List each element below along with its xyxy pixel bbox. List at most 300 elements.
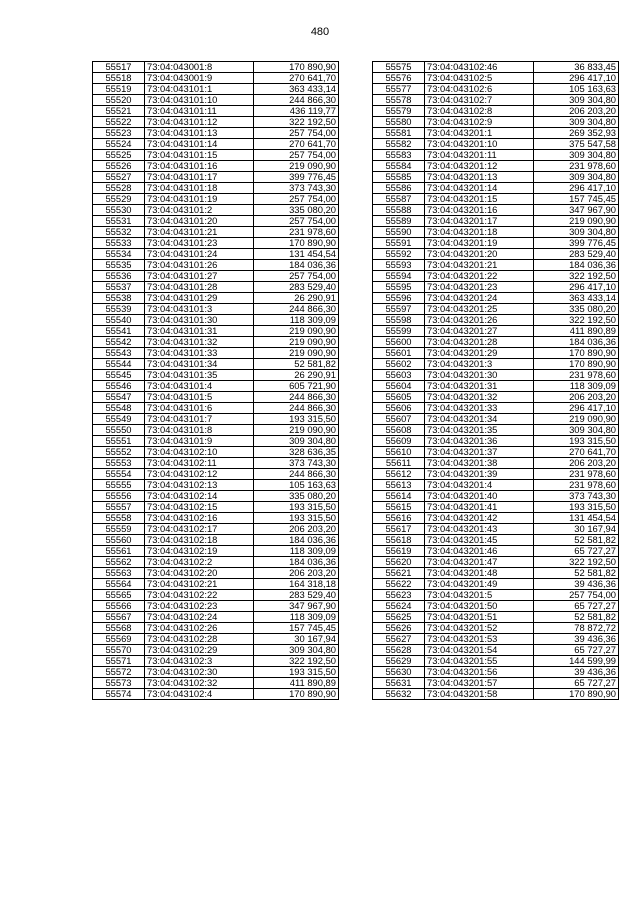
value-cell: 257 754,00 — [534, 590, 619, 601]
cadastral-number-cell: 73:04:043201:21 — [425, 260, 534, 271]
row-number-cell: 55569 — [93, 634, 145, 645]
cadastral-number-cell: 73:04:043102:15 — [145, 502, 254, 513]
table-row — [93, 227, 339, 238]
cadastral-number-cell: 73:04:043101:28 — [145, 282, 254, 293]
row-number-cell: 55570 — [93, 645, 145, 656]
row-number-cell: 55582 — [373, 139, 425, 150]
cadastral-number-cell: 73:04:043102:16 — [145, 513, 254, 524]
value-cell: 193 315,50 — [254, 414, 339, 425]
row-number-cell: 55618 — [373, 535, 425, 546]
row-number-cell: 55597 — [373, 304, 425, 315]
table-row — [93, 524, 339, 535]
row-number-cell: 55571 — [93, 656, 145, 667]
table-row — [373, 73, 619, 84]
value-cell: 206 203,20 — [534, 106, 619, 117]
value-cell: 65 727,27 — [534, 601, 619, 612]
cadastral-number-cell: 73:04:043201:39 — [425, 469, 534, 480]
row-number-cell: 55596 — [373, 293, 425, 304]
row-number-cell: 55629 — [373, 656, 425, 667]
table-row — [93, 117, 339, 128]
cadastral-number-cell: 73:04:043201:48 — [425, 568, 534, 579]
table-row — [93, 634, 339, 645]
table-row — [373, 469, 619, 480]
value-cell: 219 090,90 — [534, 216, 619, 227]
table-row — [93, 84, 339, 95]
cadastral-number-cell: 73:04:043201:12 — [425, 161, 534, 172]
table-row — [93, 183, 339, 194]
value-cell: 605 721,90 — [254, 381, 339, 392]
row-number-cell: 55562 — [93, 557, 145, 568]
value-cell: 206 203,20 — [254, 568, 339, 579]
cadastral-number-cell: 73:04:043101:2 — [145, 205, 254, 216]
table-row — [93, 480, 339, 491]
value-cell: 39 436,36 — [534, 579, 619, 590]
row-number-cell: 55591 — [373, 238, 425, 249]
value-cell: 244 866,30 — [254, 95, 339, 106]
table-row — [93, 260, 339, 271]
row-number-cell: 55564 — [93, 579, 145, 590]
value-cell: 399 776,45 — [254, 172, 339, 183]
value-cell: 131 454,54 — [254, 249, 339, 260]
table-row — [373, 414, 619, 425]
cadastral-number-cell: 73:04:043101:20 — [145, 216, 254, 227]
value-cell: 309 304,80 — [534, 172, 619, 183]
row-number-cell: 55543 — [93, 348, 145, 359]
row-number-cell: 55539 — [93, 304, 145, 315]
row-number-cell: 55587 — [373, 194, 425, 205]
value-cell: 373 743,30 — [254, 183, 339, 194]
cadastral-number-cell: 73:04:043101:19 — [145, 194, 254, 205]
row-number-cell: 55602 — [373, 359, 425, 370]
cadastral-number-cell: 73:04:043201:19 — [425, 238, 534, 249]
row-number-cell: 55589 — [373, 216, 425, 227]
value-cell: 283 529,40 — [534, 249, 619, 260]
row-number-cell: 55588 — [373, 205, 425, 216]
value-cell: 52 581,82 — [534, 535, 619, 546]
table-row — [373, 425, 619, 436]
row-number-cell: 55600 — [373, 337, 425, 348]
row-number-cell: 55554 — [93, 469, 145, 480]
table-row — [373, 139, 619, 150]
row-number-cell: 55604 — [373, 381, 425, 392]
table-row — [373, 348, 619, 359]
row-number-cell: 55592 — [373, 249, 425, 260]
table-row — [373, 513, 619, 524]
value-cell: 335 080,20 — [254, 491, 339, 502]
cadastral-number-cell: 73:04:043102:8 — [425, 106, 534, 117]
value-cell: 322 192,50 — [534, 271, 619, 282]
row-number-cell: 55532 — [93, 227, 145, 238]
value-cell: 206 203,20 — [534, 392, 619, 403]
value-cell: 257 754,00 — [254, 150, 339, 161]
table-row — [93, 645, 339, 656]
table-row — [93, 150, 339, 161]
row-number-cell: 55527 — [93, 172, 145, 183]
cadastral-number-cell: 73:04:043101:6 — [145, 403, 254, 414]
cadastral-number-cell: 73:04:043101:18 — [145, 183, 254, 194]
value-cell: 26 290,91 — [254, 293, 339, 304]
row-number-cell: 55519 — [93, 84, 145, 95]
table-row — [373, 260, 619, 271]
table-row — [93, 656, 339, 667]
row-number-cell: 55568 — [93, 623, 145, 634]
value-cell: 39 436,36 — [534, 634, 619, 645]
row-number-cell: 55586 — [373, 183, 425, 194]
value-cell: 30 167,94 — [534, 524, 619, 535]
value-cell: 65 727,27 — [534, 645, 619, 656]
value-cell: 157 745,45 — [254, 623, 339, 634]
table-row — [93, 458, 339, 469]
row-number-cell: 55585 — [373, 172, 425, 183]
row-number-cell: 55550 — [93, 425, 145, 436]
cadastral-number-cell: 73:04:043101:32 — [145, 337, 254, 348]
table-row — [93, 414, 339, 425]
row-number-cell: 55614 — [373, 491, 425, 502]
page-number: 480 — [310, 26, 330, 38]
right-register-table — [372, 61, 619, 700]
value-cell: 257 754,00 — [254, 128, 339, 139]
value-cell: 309 304,80 — [254, 645, 339, 656]
value-cell: 164 318,18 — [254, 579, 339, 590]
row-number-cell: 55593 — [373, 260, 425, 271]
row-number-cell: 55628 — [373, 645, 425, 656]
cadastral-number-cell: 73:04:043101:17 — [145, 172, 254, 183]
table-row — [93, 502, 339, 513]
table-row — [373, 436, 619, 447]
row-number-cell: 55620 — [373, 557, 425, 568]
value-cell: 231 978,60 — [534, 469, 619, 480]
value-cell: 193 315,50 — [254, 513, 339, 524]
table-row — [373, 282, 619, 293]
row-number-cell: 55555 — [93, 480, 145, 491]
value-cell: 184 036,36 — [254, 557, 339, 568]
cadastral-number-cell: 73:04:043102:28 — [145, 634, 254, 645]
cadastral-number-cell: 73:04:043101:31 — [145, 326, 254, 337]
row-number-cell: 55615 — [373, 502, 425, 513]
value-cell: 244 866,30 — [254, 304, 339, 315]
table-row — [373, 623, 619, 634]
table-row — [373, 458, 619, 469]
cadastral-number-cell: 73:04:043001:8 — [145, 62, 254, 73]
cadastral-number-cell: 73:04:043102:14 — [145, 491, 254, 502]
row-number-cell: 55623 — [373, 590, 425, 601]
table-row — [373, 216, 619, 227]
table-row — [373, 535, 619, 546]
row-number-cell: 55584 — [373, 161, 425, 172]
row-number-cell: 55548 — [93, 403, 145, 414]
table-row — [93, 667, 339, 678]
cadastral-number-cell: 73:04:043201:35 — [425, 425, 534, 436]
cadastral-number-cell: 73:04:043201:23 — [425, 282, 534, 293]
value-cell: 257 754,00 — [254, 271, 339, 282]
cadastral-number-cell: 73:04:043201:58 — [425, 689, 534, 700]
row-number-cell: 55580 — [373, 117, 425, 128]
cadastral-number-cell: 73:04:043102:22 — [145, 590, 254, 601]
table-row — [93, 326, 339, 337]
table-row — [93, 128, 339, 139]
value-cell: 184 036,36 — [534, 260, 619, 271]
row-number-cell: 55594 — [373, 271, 425, 282]
cadastral-number-cell: 73:04:043101:8 — [145, 425, 254, 436]
cadastral-number-cell: 73:04:043201:41 — [425, 502, 534, 513]
value-cell: 231 978,60 — [534, 480, 619, 491]
cadastral-number-cell: 73:04:043201:56 — [425, 667, 534, 678]
cadastral-number-cell: 73:04:043101:35 — [145, 370, 254, 381]
table-row — [93, 95, 339, 106]
table-row — [373, 128, 619, 139]
row-number-cell: 55536 — [93, 271, 145, 282]
table-row — [373, 62, 619, 73]
value-cell: 157 745,45 — [534, 194, 619, 205]
cadastral-number-cell: 73:04:043201:20 — [425, 249, 534, 260]
row-number-cell: 55630 — [373, 667, 425, 678]
row-number-cell: 55552 — [93, 447, 145, 458]
table-row — [93, 546, 339, 557]
cadastral-number-cell: 73:04:043201:33 — [425, 403, 534, 414]
table-row — [93, 205, 339, 216]
cadastral-number-cell: 73:04:043201:49 — [425, 579, 534, 590]
cadastral-number-cell: 73:04:043201:40 — [425, 491, 534, 502]
value-cell: 52 581,82 — [534, 568, 619, 579]
cadastral-number-cell: 73:04:043001:9 — [145, 73, 254, 84]
value-cell: 193 315,50 — [254, 667, 339, 678]
row-number-cell: 55574 — [93, 689, 145, 700]
row-number-cell: 55517 — [93, 62, 145, 73]
row-number-cell: 55567 — [93, 612, 145, 623]
cadastral-number-cell: 73:04:043201:37 — [425, 447, 534, 458]
table-row — [93, 293, 339, 304]
value-cell: 170 890,90 — [534, 348, 619, 359]
table-row — [93, 623, 339, 634]
cadastral-number-cell: 73:04:043201:55 — [425, 656, 534, 667]
cadastral-number-cell: 73:04:043101:10 — [145, 95, 254, 106]
cadastral-number-cell: 73:04:043102:10 — [145, 447, 254, 458]
row-number-cell: 55560 — [93, 535, 145, 546]
value-cell: 257 754,00 — [254, 194, 339, 205]
row-number-cell: 55520 — [93, 95, 145, 106]
row-number-cell: 55608 — [373, 425, 425, 436]
cadastral-number-cell: 73:04:043201:22 — [425, 271, 534, 282]
table-row — [373, 557, 619, 568]
value-cell: 219 090,90 — [254, 348, 339, 359]
cadastral-number-cell: 73:04:043201:24 — [425, 293, 534, 304]
cadastral-number-cell: 73:04:043101:11 — [145, 106, 254, 117]
value-cell: 347 967,90 — [254, 601, 339, 612]
row-number-cell: 55558 — [93, 513, 145, 524]
value-cell: 322 192,50 — [254, 656, 339, 667]
table-row — [93, 139, 339, 150]
table-row — [373, 95, 619, 106]
table-row — [373, 326, 619, 337]
cadastral-number-cell: 73:04:043102:18 — [145, 535, 254, 546]
table-row — [93, 370, 339, 381]
table-row — [93, 381, 339, 392]
value-cell: 283 529,40 — [254, 282, 339, 293]
table-row — [373, 150, 619, 161]
row-number-cell: 55579 — [373, 106, 425, 117]
cadastral-number-cell: 73:04:043102:6 — [425, 84, 534, 95]
value-cell: 244 866,30 — [254, 403, 339, 414]
table-row — [373, 447, 619, 458]
cadastral-number-cell: 73:04:043101:26 — [145, 260, 254, 271]
row-number-cell: 55526 — [93, 161, 145, 172]
table-row — [373, 84, 619, 95]
table-row — [373, 689, 619, 700]
cadastral-number-cell: 73:04:043102:17 — [145, 524, 254, 535]
table-row — [373, 656, 619, 667]
value-cell: 30 167,94 — [254, 634, 339, 645]
value-cell: 170 890,90 — [254, 689, 339, 700]
cadastral-number-cell: 73:04:043101:14 — [145, 139, 254, 150]
table-row — [93, 282, 339, 293]
cadastral-number-cell: 73:04:043102:29 — [145, 645, 254, 656]
table-row — [93, 568, 339, 579]
value-cell: 65 727,27 — [534, 546, 619, 557]
table-row — [93, 106, 339, 117]
cadastral-number-cell: 73:04:043201:34 — [425, 414, 534, 425]
row-number-cell: 55530 — [93, 205, 145, 216]
table-row — [373, 183, 619, 194]
cadastral-number-cell: 73:04:043102:24 — [145, 612, 254, 623]
value-cell: 219 090,90 — [254, 425, 339, 436]
table-row — [373, 634, 619, 645]
table-row — [373, 161, 619, 172]
cadastral-number-cell: 73:04:043101:24 — [145, 249, 254, 260]
cadastral-number-cell: 73:04:043102:2 — [145, 557, 254, 568]
cadastral-number-cell: 73:04:043201:5 — [425, 590, 534, 601]
row-number-cell: 55544 — [93, 359, 145, 370]
table-row — [93, 590, 339, 601]
table-row — [373, 194, 619, 205]
table-row — [93, 513, 339, 524]
cadastral-number-cell: 73:04:043102:9 — [425, 117, 534, 128]
table-row — [373, 271, 619, 282]
right-table-body — [373, 62, 619, 700]
table-row — [93, 62, 339, 73]
table-row — [93, 359, 339, 370]
table-row — [93, 469, 339, 480]
value-cell: 269 352,93 — [534, 128, 619, 139]
table-row — [373, 359, 619, 370]
table-row — [373, 293, 619, 304]
value-cell: 219 090,90 — [254, 326, 339, 337]
row-number-cell: 55549 — [93, 414, 145, 425]
row-number-cell: 55537 — [93, 282, 145, 293]
row-number-cell: 55541 — [93, 326, 145, 337]
value-cell: 193 315,50 — [534, 436, 619, 447]
table-row — [93, 161, 339, 172]
row-number-cell: 55521 — [93, 106, 145, 117]
value-cell: 170 890,90 — [534, 359, 619, 370]
table-row — [93, 392, 339, 403]
cadastral-number-cell: 73:04:043201:16 — [425, 205, 534, 216]
row-number-cell: 55553 — [93, 458, 145, 469]
table-row — [373, 205, 619, 216]
row-number-cell: 55533 — [93, 238, 145, 249]
table-row — [93, 535, 339, 546]
cadastral-number-cell: 73:04:043101:5 — [145, 392, 254, 403]
row-number-cell: 55609 — [373, 436, 425, 447]
row-number-cell: 55610 — [373, 447, 425, 458]
table-row — [373, 249, 619, 260]
row-number-cell: 55572 — [93, 667, 145, 678]
cadastral-number-cell: 73:04:043101:15 — [145, 150, 254, 161]
value-cell: 335 080,20 — [534, 304, 619, 315]
cadastral-number-cell: 73:04:043102:3 — [145, 656, 254, 667]
value-cell: 309 304,80 — [254, 436, 339, 447]
row-number-cell: 55612 — [373, 469, 425, 480]
cadastral-number-cell: 73:04:043201:57 — [425, 678, 534, 689]
value-cell: 39 436,36 — [534, 667, 619, 678]
cadastral-number-cell: 73:04:043201:30 — [425, 370, 534, 381]
cadastral-number-cell: 73:04:043101:33 — [145, 348, 254, 359]
cadastral-number-cell: 73:04:043201:3 — [425, 359, 534, 370]
row-number-cell: 55619 — [373, 546, 425, 557]
row-number-cell: 55626 — [373, 623, 425, 634]
table-row — [373, 381, 619, 392]
row-number-cell: 55557 — [93, 502, 145, 513]
table-row — [93, 601, 339, 612]
value-cell: 270 641,70 — [254, 139, 339, 150]
cadastral-number-cell: 73:04:043101:30 — [145, 315, 254, 326]
value-cell: 373 743,30 — [534, 491, 619, 502]
row-number-cell: 55611 — [373, 458, 425, 469]
row-number-cell: 55595 — [373, 282, 425, 293]
value-cell: 231 978,60 — [254, 227, 339, 238]
value-cell: 322 192,50 — [534, 557, 619, 568]
cadastral-number-cell: 73:04:043201:45 — [425, 535, 534, 546]
row-number-cell: 55601 — [373, 348, 425, 359]
value-cell: 36 833,45 — [534, 62, 619, 73]
row-number-cell: 55617 — [373, 524, 425, 535]
value-cell: 105 163,63 — [254, 480, 339, 491]
value-cell: 219 090,90 — [254, 337, 339, 348]
row-number-cell: 55523 — [93, 128, 145, 139]
table-row — [373, 403, 619, 414]
cadastral-number-cell: 73:04:043101:12 — [145, 117, 254, 128]
row-number-cell: 55551 — [93, 436, 145, 447]
row-number-cell: 55581 — [373, 128, 425, 139]
row-number-cell: 55599 — [373, 326, 425, 337]
row-number-cell: 55603 — [373, 370, 425, 381]
cadastral-number-cell: 73:04:043201:27 — [425, 326, 534, 337]
cadastral-number-cell: 73:04:043201:18 — [425, 227, 534, 238]
table-row — [93, 249, 339, 260]
cadastral-number-cell: 73:04:043201:36 — [425, 436, 534, 447]
table-row — [373, 491, 619, 502]
value-cell: 270 641,70 — [534, 447, 619, 458]
row-number-cell: 55616 — [373, 513, 425, 524]
table-row — [93, 73, 339, 84]
value-cell: 411 890,89 — [534, 326, 619, 337]
table-row — [93, 425, 339, 436]
cadastral-number-cell: 73:04:043101:23 — [145, 238, 254, 249]
table-row — [373, 568, 619, 579]
value-cell: 118 309,09 — [254, 546, 339, 557]
cadastral-number-cell: 73:04:043101:1 — [145, 84, 254, 95]
value-cell: 105 163,63 — [534, 84, 619, 95]
row-number-cell: 55624 — [373, 601, 425, 612]
cadastral-number-cell: 73:04:043201:50 — [425, 601, 534, 612]
table-row — [93, 447, 339, 458]
value-cell: 52 581,82 — [534, 612, 619, 623]
table-row — [373, 590, 619, 601]
table-row — [93, 194, 339, 205]
table-row — [373, 370, 619, 381]
value-cell: 184 036,36 — [254, 260, 339, 271]
cadastral-number-cell: 73:04:043201:1 — [425, 128, 534, 139]
row-number-cell: 55518 — [93, 73, 145, 84]
